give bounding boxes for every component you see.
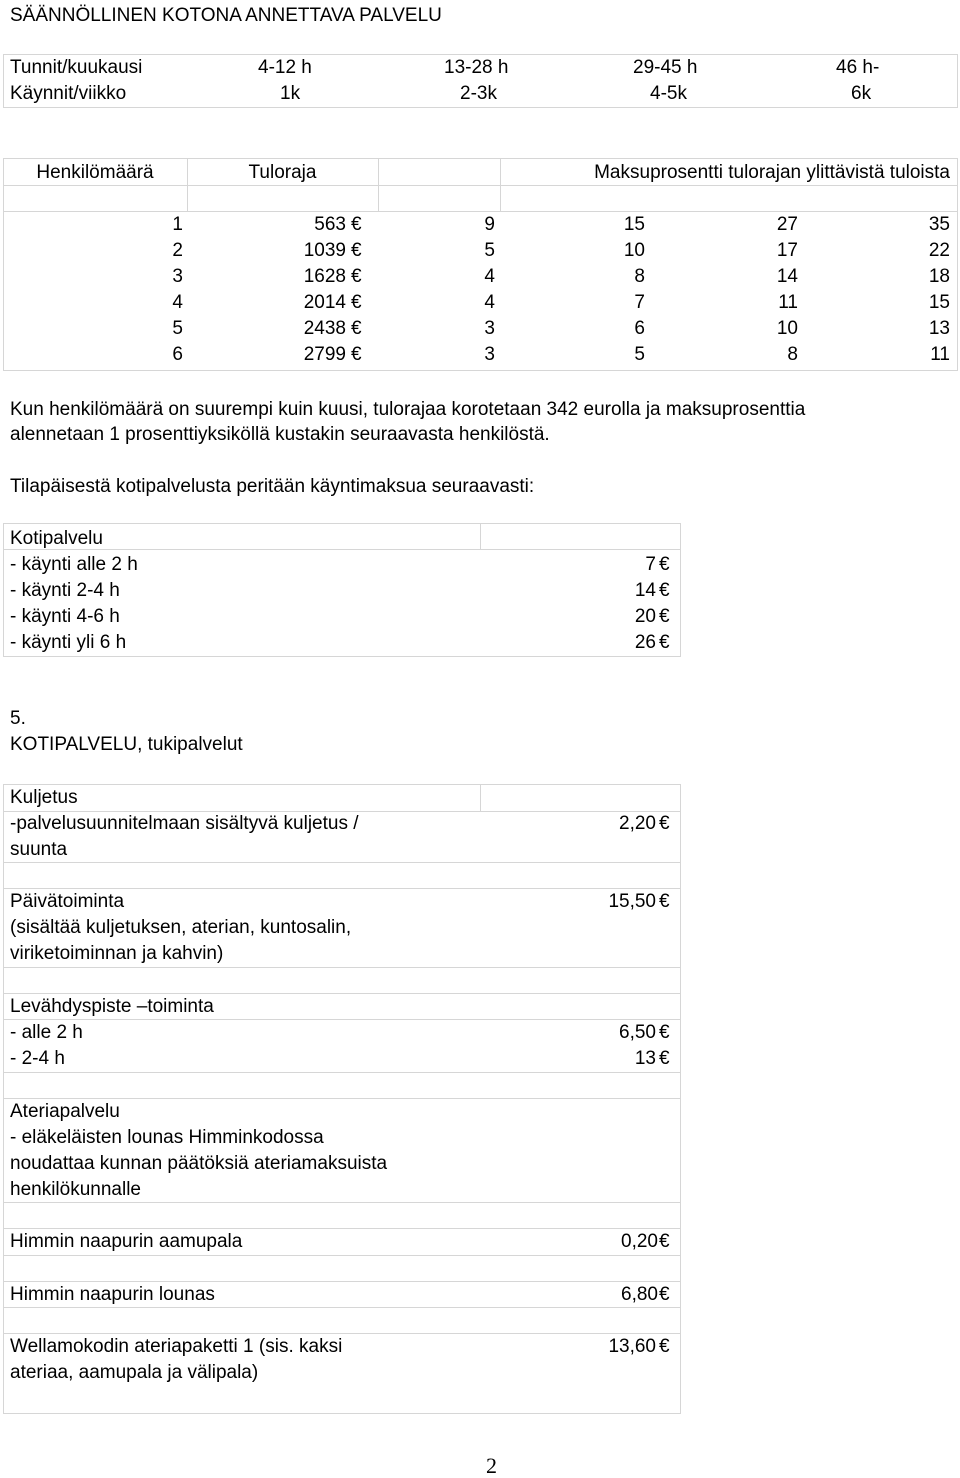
paketti-currency: € <box>659 1336 670 1357</box>
aamupala-currency: € <box>659 1231 670 1252</box>
visit-currency: € <box>659 606 670 627</box>
ateria-line: - eläkeläisten lounas Himminkodossa <box>10 1127 324 1148</box>
page-number: 2 <box>486 1453 497 1478</box>
income-currency: € <box>351 240 362 261</box>
support-table <box>3 784 681 1414</box>
hours-cell: 4-12 h <box>258 57 312 78</box>
visit-label: - käynti 2-4 h <box>10 580 120 601</box>
income-cell: 1 <box>172 214 183 235</box>
paketti-value: 13,60 <box>608 1336 656 1357</box>
income-cell: 2 <box>172 240 183 261</box>
income-cell: 13 <box>928 318 950 339</box>
visit-value: 26 <box>634 632 656 653</box>
temp-intro: Tilapäisestä kotipalvelusta peritään käyntimaksua seuraavasti: <box>10 476 535 497</box>
kuljetus-line: suunta <box>10 839 68 860</box>
income-cell: 8 <box>787 344 798 365</box>
income-cell: 35 <box>928 214 950 235</box>
levahdys-currency: € <box>659 1022 670 1043</box>
ateria-heading: Ateriapalvelu <box>10 1101 120 1122</box>
income-cell: 8 <box>634 266 645 287</box>
kuljetus-value: 2,20 <box>619 813 656 834</box>
visit-label: - käynti yli 6 h <box>10 632 127 653</box>
hours-cell: 46 h- <box>836 57 880 78</box>
income-cell: 2014 <box>303 292 346 313</box>
hours-cell: 2-3k <box>460 83 497 104</box>
income-cell: 11 <box>930 344 950 365</box>
visit-value: 7 <box>645 554 656 575</box>
levahdys-value: 6,50 <box>619 1022 656 1043</box>
income-cell: 15 <box>623 214 645 235</box>
levahdys-label: - 2-4 h <box>10 1048 65 1069</box>
income-cell: 10 <box>776 318 798 339</box>
income-cell: 563 <box>314 214 346 235</box>
income-cell: 1628 <box>303 266 346 287</box>
paivatoiminta-value: 15,50 <box>608 891 656 912</box>
ateria-line: noudattaa kunnan päätöksiä ateriamaksuista <box>10 1153 388 1174</box>
income-cell: 3 <box>172 266 183 287</box>
paketti-line: ateriaa, aamupala ja välipala) <box>10 1362 259 1383</box>
income-cell: 2799 <box>303 344 346 365</box>
kuljetus-line: -palvelusuunnitelmaan sisältyvä kuljetus / <box>10 813 359 834</box>
income-cell: 27 <box>776 214 798 235</box>
ateria-line: henkilökunnalle <box>10 1179 141 1200</box>
income-cell: 4 <box>484 266 495 287</box>
income-cell: 2438 <box>303 318 346 339</box>
income-currency: € <box>351 318 362 339</box>
income-cell: 14 <box>776 266 798 287</box>
income-cell: 4 <box>484 292 495 313</box>
income-cell: 1039 <box>303 240 346 261</box>
hours-cell: 6k <box>851 83 872 104</box>
header-tuloraja: Tuloraja <box>248 162 317 183</box>
section-number: 5. <box>10 708 26 729</box>
lounas-value: 6,80 <box>621 1284 658 1305</box>
note-line: Kun henkilömäärä on suurempi kuin kuusi, tulorajaa korotetaan 342 eurolla ja maksuprosenttia <box>10 399 806 420</box>
income-cell: 4 <box>172 292 183 313</box>
note-line: alennetaan 1 prosenttiyksiköllä kustakin seuraavasta henkilöstä. <box>10 424 550 445</box>
header-henkilomaara: Henkilömäärä <box>36 162 154 183</box>
income-cell: 11 <box>778 292 798 313</box>
aamupala-value: 0,20 <box>621 1231 658 1252</box>
visit-label: - käynti 4-6 h <box>10 606 120 627</box>
income-cell: 3 <box>484 344 495 365</box>
aamupala-label: Himmin naapurin aamupala <box>10 1231 243 1252</box>
income-cell: 7 <box>634 292 645 313</box>
hours-cell: 13-28 h <box>444 57 509 78</box>
header-maksuprosentti: Maksuprosentti tulorajan ylittävistä tuloista <box>594 162 950 183</box>
visit-currency: € <box>659 632 670 653</box>
kuljetus-currency: € <box>659 813 670 834</box>
hours-cell: 4-5k <box>650 83 687 104</box>
visit-currency: € <box>659 554 670 575</box>
hours-row-label: Käynnit/viikko <box>10 83 127 104</box>
hours-cell: 29-45 h <box>633 57 698 78</box>
income-cell: 18 <box>928 266 950 287</box>
levahdys-heading: Levähdyspiste –toiminta <box>10 996 214 1017</box>
income-cell: 22 <box>928 240 950 261</box>
income-cell: 9 <box>484 214 495 235</box>
income-currency: € <box>351 214 362 235</box>
income-cell: 6 <box>634 318 645 339</box>
paivatoiminta-line: viriketoiminnan ja kahvin) <box>10 943 224 964</box>
income-currency: € <box>351 344 362 365</box>
income-currency: € <box>351 292 362 313</box>
income-cell: 5 <box>172 318 183 339</box>
levahdys-value: 13 <box>634 1048 656 1069</box>
income-cell: 17 <box>776 240 798 261</box>
income-cell: 5 <box>484 240 495 261</box>
income-currency: € <box>351 266 362 287</box>
paivatoiminta-heading: Päivätoiminta <box>10 891 125 912</box>
kuljetus-heading: Kuljetus <box>10 787 78 808</box>
income-cell: 6 <box>172 344 183 365</box>
hours-cell: 1k <box>280 83 301 104</box>
paketti-line: Wellamokodin ateriapaketti 1 (sis. kaksi <box>10 1336 343 1357</box>
income-cell: 5 <box>634 344 645 365</box>
hours-row-label: Tunnit/kuukausi <box>10 57 143 78</box>
income-cell: 10 <box>623 240 645 261</box>
levahdys-currency: € <box>659 1048 670 1069</box>
lounas-currency: € <box>659 1284 670 1305</box>
page-title: SÄÄNNÖLLINEN KOTONA ANNETTAVA PALVELU <box>10 5 442 26</box>
income-cell: 3 <box>484 318 495 339</box>
lounas-label: Himmin naapurin lounas <box>10 1284 215 1305</box>
levahdys-label: - alle 2 h <box>10 1022 83 1043</box>
visit-value: 14 <box>634 580 656 601</box>
visit-heading: Kotipalvelu <box>10 528 103 549</box>
income-cell: 15 <box>928 292 950 313</box>
section-title: KOTIPALVELU, tukipalvelut <box>10 734 243 755</box>
visit-currency: € <box>659 580 670 601</box>
paivatoiminta-currency: € <box>659 891 670 912</box>
visit-label: - käynti alle 2 h <box>10 554 138 575</box>
visit-value: 20 <box>634 606 656 627</box>
paivatoiminta-line: (sisältää kuljetuksen, aterian, kuntosalin, <box>10 917 352 938</box>
